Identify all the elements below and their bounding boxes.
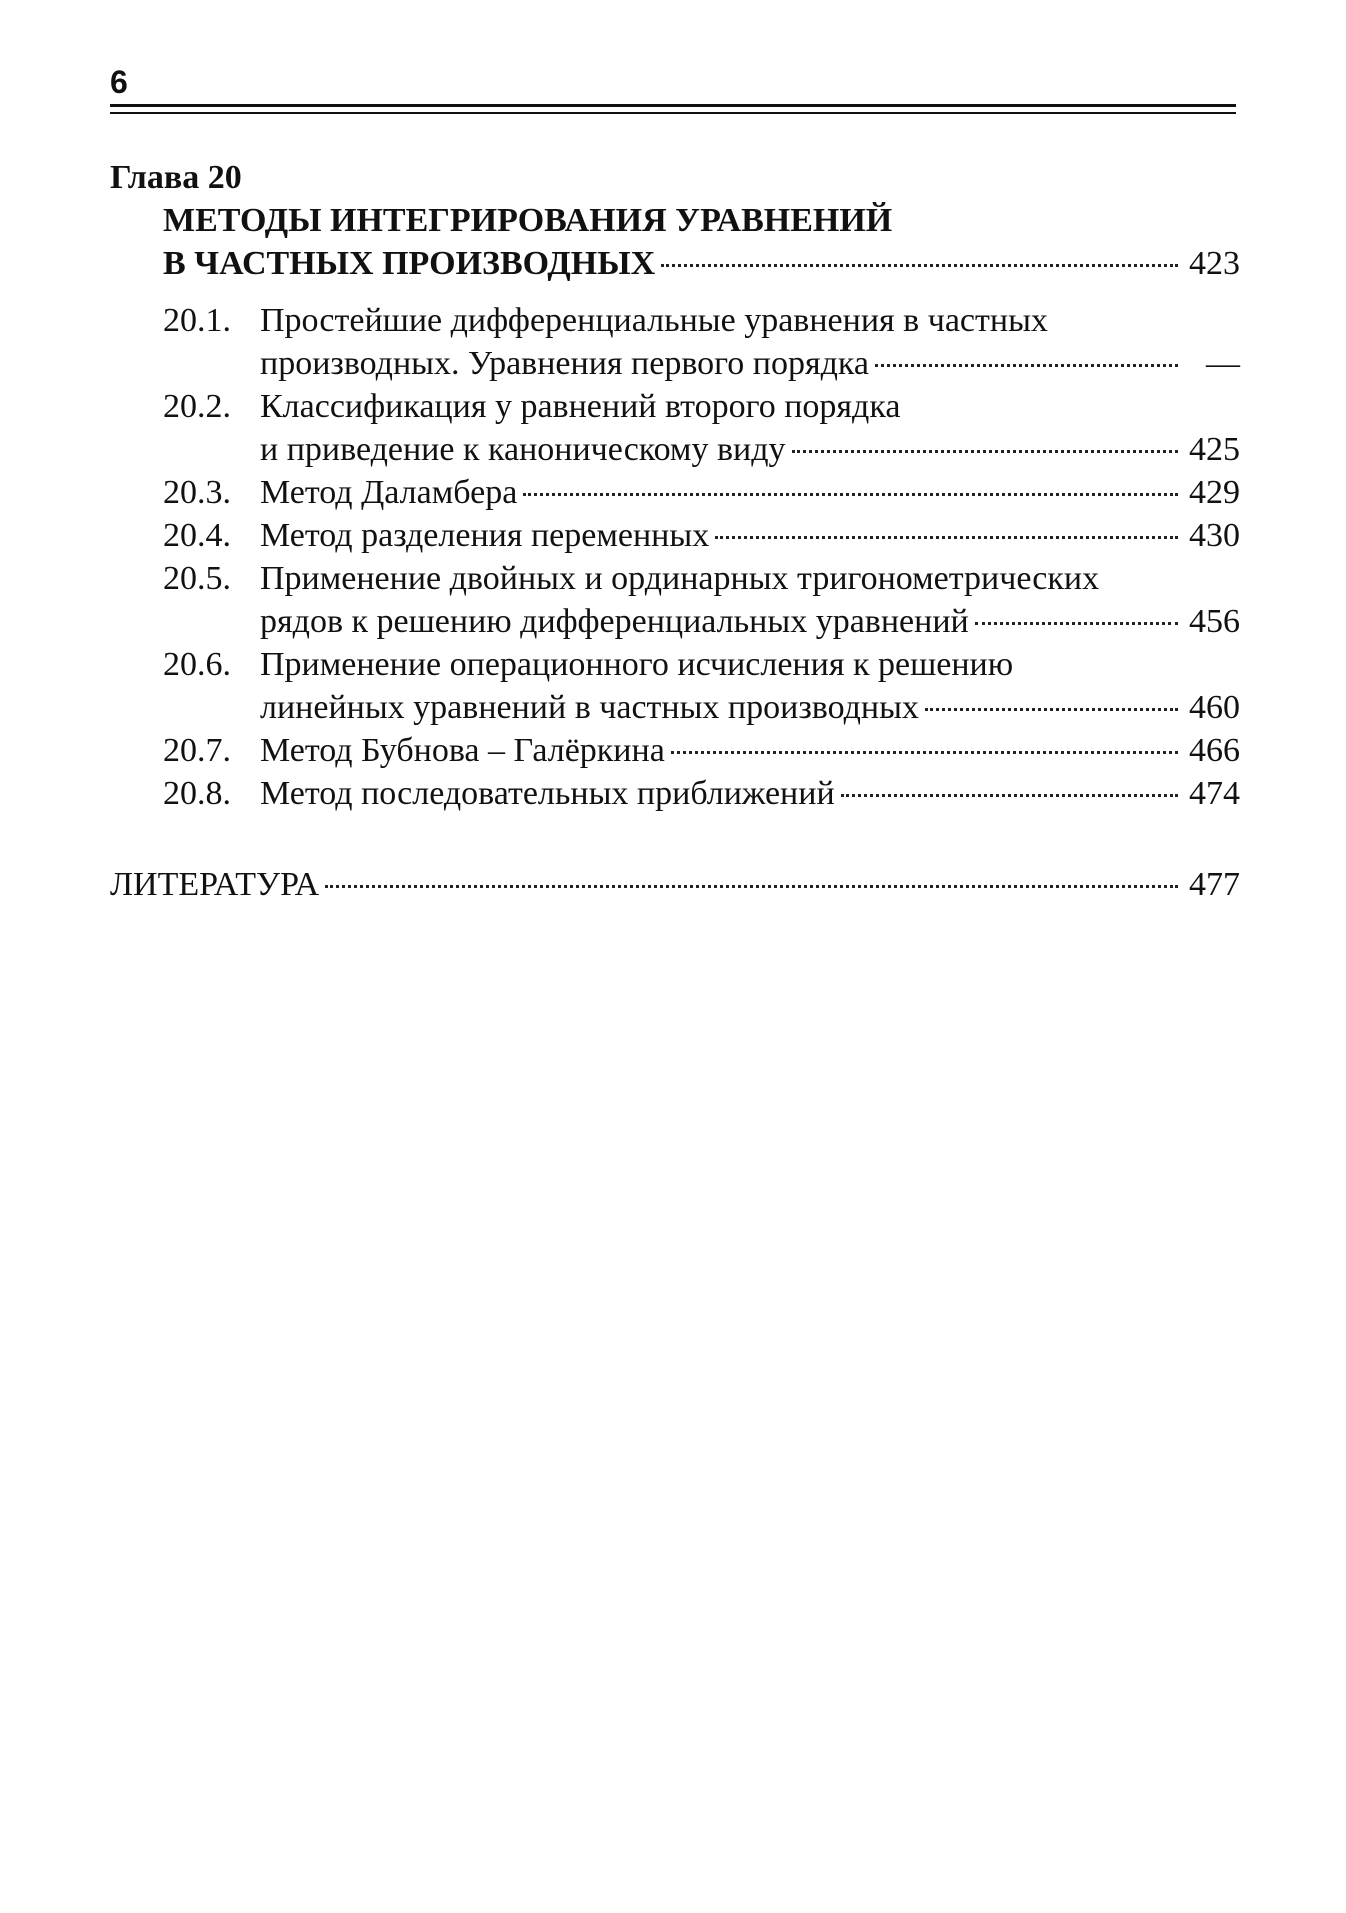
section-number: 20.6. xyxy=(163,646,231,683)
toc-entry xyxy=(110,643,1240,729)
dot-leader xyxy=(523,493,1178,496)
section-title-line-1 xyxy=(260,514,1240,557)
section-title-line-1 xyxy=(260,471,1240,514)
toc-entry xyxy=(110,299,1240,385)
section-number: 20.4. xyxy=(163,517,231,554)
toc-entry xyxy=(110,772,1240,815)
section-title-text: линейных уравнений в частных производных xyxy=(260,689,919,726)
section-number: 20.2. xyxy=(163,388,231,425)
section-title-line-1: Простейшие дифференциальные уравнения в частных xyxy=(260,302,1048,339)
section-title-line-2 xyxy=(260,600,1240,643)
dot-leader xyxy=(661,264,1178,267)
section-title-text: производных. Уравнения первого порядка xyxy=(260,345,869,382)
section-number: 20.5. xyxy=(163,560,231,597)
section-title-text: рядов к решению дифференциальных уравнений xyxy=(260,603,969,640)
section-number: 20.3. xyxy=(163,474,231,511)
section-title-line-2 xyxy=(260,686,1240,729)
section-title-text: Метод последовательных приближений xyxy=(260,775,835,812)
section-title-text: Метод Даламбера xyxy=(260,474,518,511)
bibliography-page: 477 xyxy=(1189,866,1240,903)
toc-entry xyxy=(110,385,1240,471)
dot-leader xyxy=(792,450,1179,453)
section-title-line-1: Классификация у равнений второго порядка xyxy=(260,388,901,425)
section-page: 456 xyxy=(1189,603,1240,640)
section-page: 430 xyxy=(1189,517,1240,554)
section-title-line-1: Применение операционного исчисления к решению xyxy=(260,646,1014,683)
chapter-page: 423 xyxy=(1189,245,1240,282)
section-page: 429 xyxy=(1189,474,1240,511)
page-number: 6 xyxy=(110,64,128,100)
chapter-title-text: В ЧАСТНЫХ ПРОИЗВОДНЫХ xyxy=(163,245,656,282)
section-title-line-1 xyxy=(260,729,1240,772)
section-page: 474 xyxy=(1189,775,1240,812)
section-page: 425 xyxy=(1189,431,1240,468)
chapter-label: Глава 20 xyxy=(110,159,242,196)
dot-leader xyxy=(925,708,1178,711)
toc-entry xyxy=(110,729,1240,772)
header-rule-bottom xyxy=(110,112,1236,114)
section-title-text: Метод Бубнова – Галёркина xyxy=(260,732,665,769)
section-page: 466 xyxy=(1189,732,1240,769)
header-rule-top xyxy=(110,104,1236,107)
dot-leader xyxy=(671,751,1178,754)
dot-leader xyxy=(715,536,1178,539)
dot-leader xyxy=(325,885,1178,888)
section-number: 20.8. xyxy=(163,775,231,812)
section-title-line-2 xyxy=(260,428,1240,471)
toc-entry xyxy=(110,514,1240,557)
section-title-line-1 xyxy=(260,772,1240,815)
chapter-title-line-1: МЕТОДЫ ИНТЕГРИРОВАНИЯ УРАВНЕНИЙ xyxy=(163,202,893,239)
section-page: 460 xyxy=(1189,689,1240,726)
dot-leader xyxy=(975,622,1178,625)
dot-leader xyxy=(875,364,1178,367)
bibliography-entry xyxy=(110,863,1240,906)
section-title-line-1: Применение двойных и ординарных тригонометрических xyxy=(260,560,1100,597)
section-number: 20.1. xyxy=(163,302,231,339)
bibliography-label: ЛИТЕРАТУРА xyxy=(110,866,320,903)
section-title-text: и приведение к каноническому виду xyxy=(260,431,786,468)
section-title-line-2 xyxy=(260,342,1240,385)
chapter-title-line-2 xyxy=(110,242,1240,285)
dot-leader xyxy=(841,794,1178,797)
section-number: 20.7. xyxy=(163,732,231,769)
section-page: — xyxy=(1206,345,1240,382)
toc-entry xyxy=(110,557,1240,643)
table-of-contents xyxy=(110,156,1240,906)
toc-entry xyxy=(110,471,1240,514)
section-title-text: Метод разделения переменных xyxy=(260,517,710,554)
